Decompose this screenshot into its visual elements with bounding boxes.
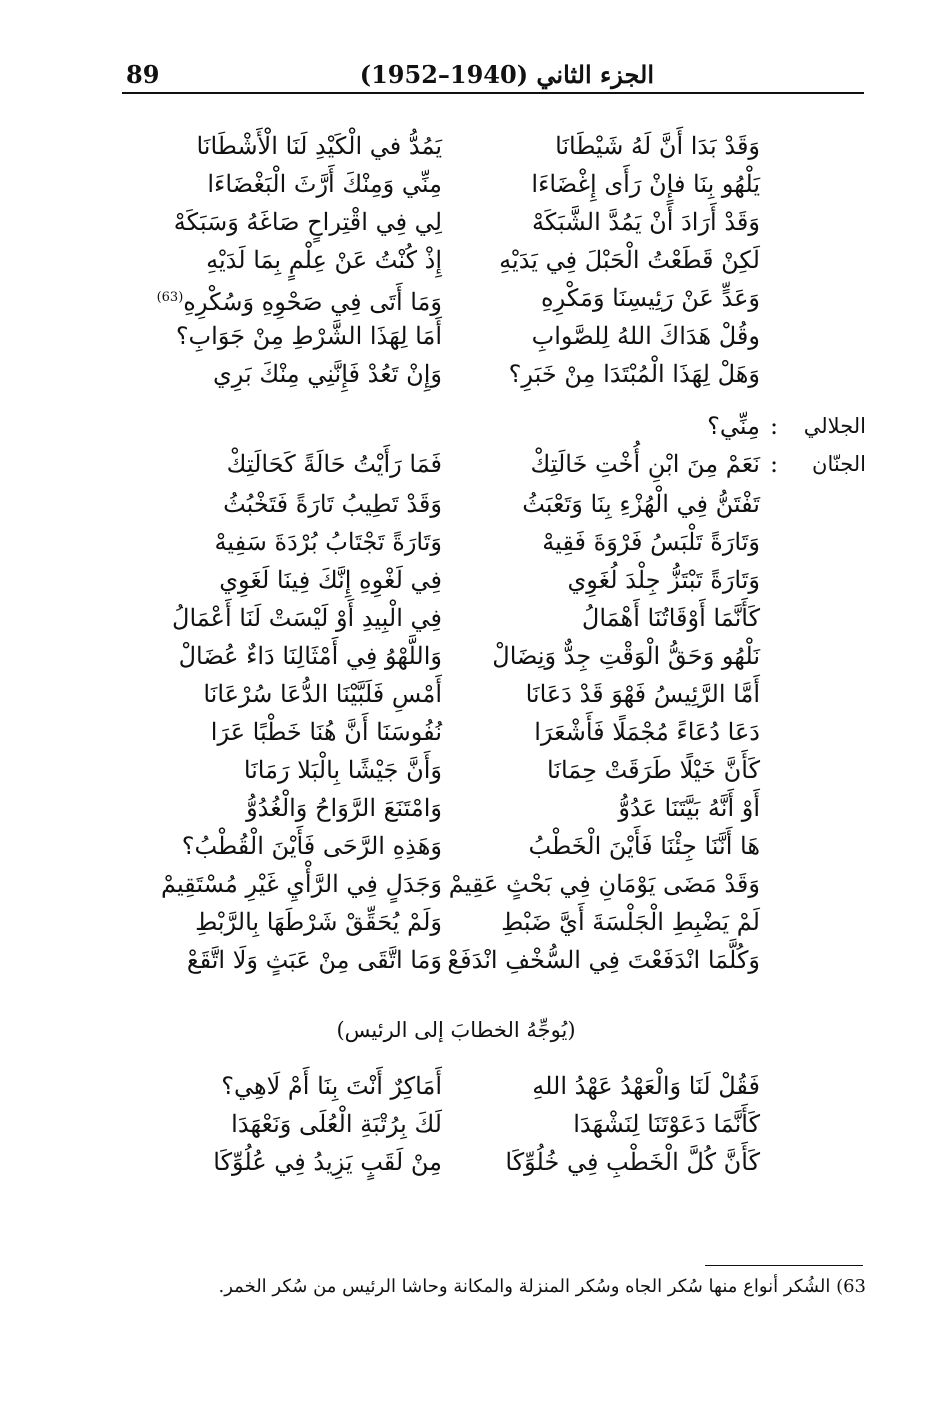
verse-right-hemistich: تَفْتَنُّ فِي الْهُزْءِ بِنَا وَتَعْبَثُ (522, 490, 760, 518)
verse-right-hemistich: كَأَنَّمَا دَعَوْتَنَا لِنَشْهَدَا (573, 1110, 760, 1138)
verse-right-hemistich: فَقُلْ لَنَا وَالْعَهْدُ عَهْدُ اللهِ (532, 1072, 760, 1100)
verse-line (0, 204, 944, 240)
verse-line (0, 1068, 944, 1104)
verse-left-hemistich: إِذْ كُنْتُ عَنْ عِلْمٍ بِمَا لَدَيْهِ (206, 246, 442, 274)
verse-left-hemistich: وَقَدْ تَطِيبُ تَارَةً فَتَخْبُثُ (223, 490, 442, 518)
footnote-text: الشُكر أنواع منها سُكر الجاه وسُكر المنزلة والمكانة وحاشا الرئيس من سُكر الخمر. (218, 1276, 831, 1297)
verse-line (0, 356, 944, 392)
verse-left-hemistich: أَمَاكِرٌ أَنْتَ بِنَا أَمْ لَاهِي؟ (221, 1072, 442, 1100)
verse-line (0, 242, 944, 278)
verse-line (0, 128, 944, 164)
verse-right-hemistich: هَا أَنَّنَا جِئْنَا فَأَيْنَ الْخَطْبُ (528, 832, 760, 860)
running-head: الجزء الثاني (1940–1952) (359, 60, 654, 89)
verse-left-hemistich: وَهَذِهِ الرَّحَى فَأَيْنَ الْقُطْبُ؟ (181, 832, 442, 860)
verse-left-hemistich: وَإِنْ تَعُدْ فَإِنَّنِي مِنْكَ بَرِي (213, 360, 442, 388)
verse-left-hemistich: لَكَ بِرُتْبَةِ الْعُلَى وَنَعْهَدَا (231, 1110, 442, 1138)
footnote (180, 1276, 866, 1297)
verse-right-hemistich: وَتَارَةً تَبْتَزُّ جِلْدَ لُغَوِي (567, 566, 760, 594)
verse-left-hemistich: يَمُدُّ في الْكَيْدِ لَنَا الْأَشْطَانَا (196, 132, 442, 160)
verse-left-hemistich: مِنِّي وَمِنْكَ أَرَّثَ الْبَغْضَاءَا (207, 170, 442, 198)
speaker-name: الجلالي (803, 414, 866, 438)
verse-left-hemistich: فِي الْبِيدِ أَوْ لَيْسَتْ لَنَا أَعْمَالُ (172, 604, 442, 632)
verse-line (0, 714, 944, 750)
verse-line (0, 486, 944, 522)
verse-line (0, 942, 944, 978)
verse-left-hemistich: نُفُوسَنَا أَنَّ هُنَا خَطْبًا عَرَا (210, 718, 442, 746)
verse-line (0, 1144, 944, 1180)
verse-left-hemistich: فَمَا رَأَيْتُ حَالَةً كَحَالَتِكْ (226, 450, 442, 478)
verse-right-hemistich: وَقَدْ أَرَادَ أَنْ يَمُدَّ الشَّبَكَهْ (532, 208, 760, 236)
verse-right-hemistich: نَلْهُو وَحَقُّ الْوَقْتِ جِدٌّ وَنِضَالْ (492, 642, 760, 670)
verse-right-hemistich: وَهَلْ لِهَذَا الْمُبْتَدَا مِنْ خَبَرِ؟ (508, 360, 760, 388)
verse-left-hemistich: فِي لَغْوِهِ إِنَّكَ فِينَا لَغَوِي (219, 566, 442, 594)
footnote-number: 63) (836, 1276, 866, 1297)
verse-line (0, 638, 944, 674)
verse-left-hemistich: وَتَارَةً تَجْتَابُ بُرْدَةَ سَفِيهْ (214, 528, 442, 556)
verse-line (0, 280, 944, 316)
verse-line (0, 828, 944, 864)
verse-right-hemistich: أَوْ أَنَّهُ بَيَّتَنَا عَدُوُّ (618, 794, 760, 822)
dialogue-line (0, 446, 944, 482)
verse-line (0, 318, 944, 354)
verse-right-hemistich: أَمَّا الرَّئِيسُ فَهْوَ قَدْ دَعَانَا (525, 680, 760, 708)
dialogue-line (0, 408, 944, 444)
verse-line (0, 1106, 944, 1142)
verse-line (0, 600, 944, 636)
verse-right-hemistich: وَقَدْ مَضَى يَوْمَانِ فِي بَحْثٍ عَقِيمْ (448, 870, 760, 898)
verse-right-hemistich: كَأَنَّمَا أَوْقَاتُنَا أَهْمَالُ (581, 604, 760, 632)
verse-line (0, 166, 944, 202)
footnote-rule (705, 1265, 863, 1266)
verse-right-hemistich: وقُلْ هَدَاكَ اللهُ لِلصَّوابِ (531, 322, 760, 350)
page-header (122, 52, 864, 92)
verse-left-hemistich: وَامْتَنَعَ الرَّوَاحُ وَالْغُدُوُّ (246, 794, 442, 822)
verse-line (0, 790, 944, 826)
verse-left-hemistich: لِي فِي اقْتِراحٍ صَاغَهُ وَسَبَكَهْ (173, 208, 442, 236)
verse-right-hemistich: دَعَا دُعَاءً مُجْمَلًا فَأَشْعَرَا (534, 718, 760, 746)
verse-line (0, 866, 944, 902)
speaker-separator: : (770, 412, 779, 440)
verse-left-hemistich: وَاللَّهْوُ فِي أَمْثَالِنَا دَاءٌ عُضَالْ (178, 642, 442, 670)
verse-left-hemistich: وَمَا اتَّقَى مِنْ عَبَثٍ وَلَا اتَّقَعْ (186, 946, 442, 974)
verse-left-hemistich (152, 280, 442, 320)
verse-right-hemistich: يَلْهُو بِنَا فإِنْ رَأَى إِغْضَاءَا (531, 170, 760, 198)
verse-left-hemistich: أَمْسِ فَلَبَّيْنَا الدُّعَا سُرْعَانَا (203, 680, 442, 708)
verse-left-hemistich: وَجَدَلٍ فِي الرَّأْيِ غَيْرِ مُسْتَقِيمْ (160, 870, 442, 898)
verse-right-hemistich: وَعَدٍّ عَنْ رَئِيسِنَا وَمَكْرِهِ (541, 284, 760, 312)
verse-right-hemistich: نَعَمْ مِنَ ابْنِ أُخْتِ خَالَتِكْ (530, 450, 760, 478)
speaker-name: الجنّان (812, 452, 866, 476)
verse-line (0, 904, 944, 940)
verse-left-hemistich: مِنْ لَقَبٍ يَزِيدُ فِي عُلُوِّكَا (213, 1148, 442, 1176)
speaker-separator: : (770, 450, 779, 478)
verse-right-hemistich: كَأَنَّ كُلَّ الْخَطْبِ فِي خُلُوِّكَا (505, 1148, 760, 1176)
header-rule (122, 92, 864, 94)
verse-text: وَمَا أَتَى فِي صَحْوِهِ وَسُكْرِهِ (183, 288, 442, 316)
page-number: 89 (126, 60, 160, 89)
verse-line (0, 676, 944, 712)
verse-left-hemistich: أَمَا لِهَذَا الشَّرْطِ مِنْ جَوَابِ؟ (175, 322, 442, 350)
footnote-marker: (63) (156, 290, 184, 305)
verse-right-hemistich: لَمْ يَضْبِطِ الْجَلْسَةَ أَيَّ ضَبْطِ (501, 908, 760, 936)
dialogue-text: مِنِّي؟ (707, 412, 760, 440)
verse-right-hemistich: وَتَارَةً تَلْبَسُ فَرْوَةَ فَقِيهْ (542, 528, 760, 556)
stage-direction: (يُوجِّهُ الخطابَ إلى الرئيس) (336, 1018, 576, 1042)
verse-left-hemistich: وَلَمْ يُحَقِّقْ شَرْطَهَا بِالرَّبْطِ (195, 908, 442, 936)
verse-line (0, 562, 944, 598)
verse-right-hemistich: لَكِنْ قَطَعْتُ الْحَبْلَ فِي يَدَيْهِ (499, 246, 760, 274)
verse-right-hemistich: كَأَنَّ خَيْلًا طَرَقَتْ حِمَانَا (546, 756, 760, 784)
verse-right-hemistich: وَقَدْ بَدَا أَنَّ لَهُ شَيْطَانَا (555, 132, 760, 160)
verse-line (0, 752, 944, 788)
verse-left-hemistich: وَأَنَّ جَيْشًا بِالْبَلا رَمَانَا (243, 756, 442, 784)
verse-right-hemistich: وَكُلَّمَا انْدَفَعْتَ فِي السُّخْفِ انْدَفَعْ (447, 946, 760, 974)
verse-line (0, 524, 944, 560)
